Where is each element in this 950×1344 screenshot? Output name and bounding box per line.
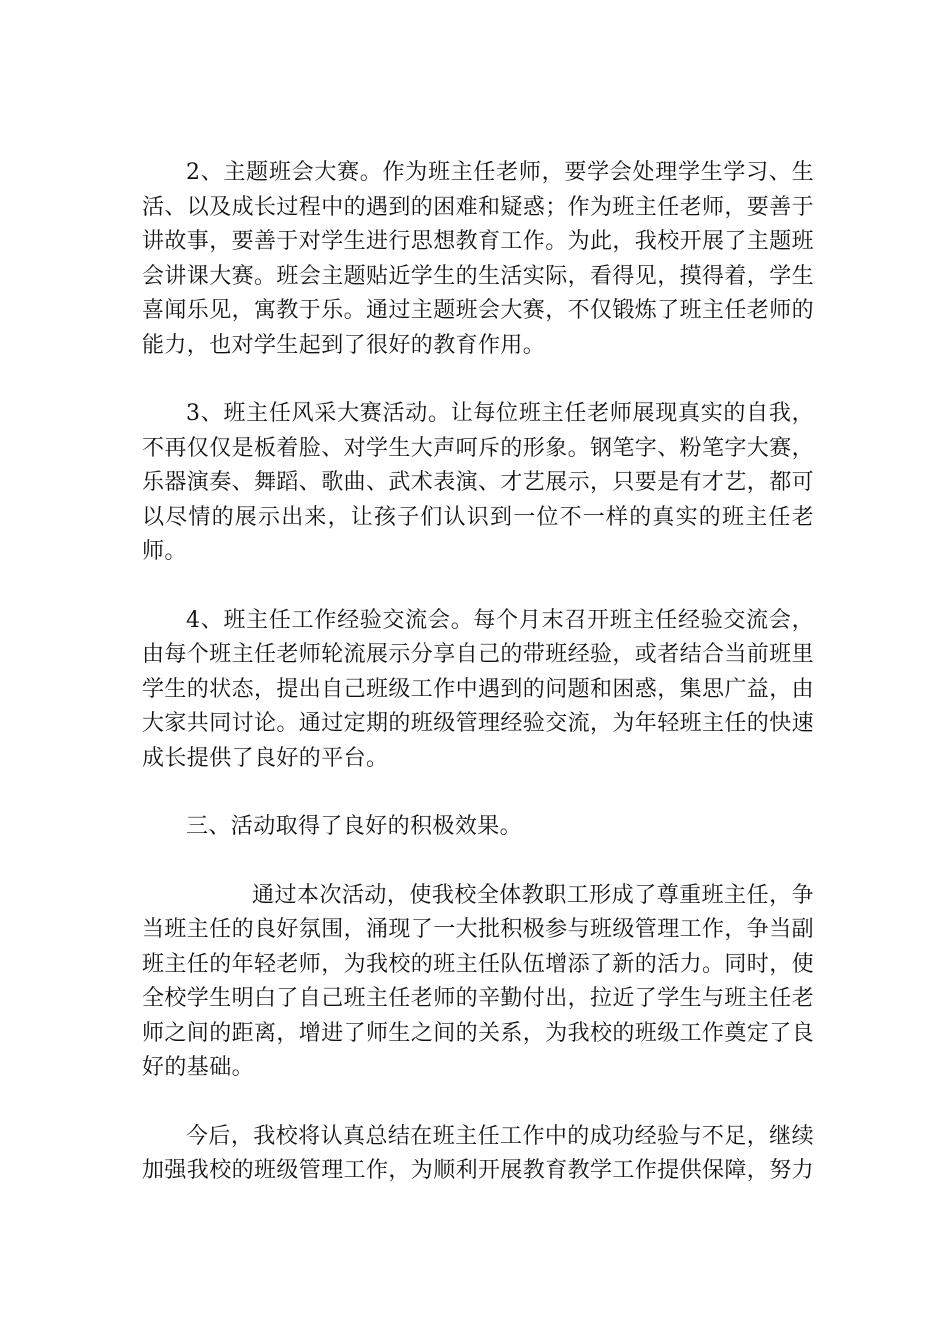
paragraph-gap — [142, 776, 814, 810]
paragraph-head-teacher-style-contest: 3、班主任风采大赛活动。让每位班主任老师展现真实的自我，不再仅仅是板着脸、对学生大声呵斥的形象。钢笔字、粉笔字大赛，乐器演奏、舞蹈、歌曲、武术表演、才艺展示，只要是有才艺，都可以尽情的展示出来，让孩子们认识到一位不一样的真实的班主任老师。 — [142, 401, 815, 564]
paragraph-gap — [142, 1086, 814, 1120]
section-heading-results: 三、活动取得了良好的积极效果。 — [186, 814, 523, 839]
paragraph-activity-results: 通过本次活动，使我校全体教职工形成了尊重班主任，争当班主任的良好氛围，涌现了一大批积极参与班级管理工作，争当副班主任的年轻老师，为我校的班主任队伍增添了新的活力。同时，使全校学生明白了自己班主任老师的辛勤付出，拉近了学生与班主任老师之间的距离，增进了师生之间的关系，为我校的班级工作奠定了良好的基础。 — [142, 882, 815, 1080]
paragraph-gap — [142, 570, 814, 604]
paragraph-future-plans: 今后，我校将认真总结在班主任工作中的成功经验与不足，继续加强我校的班级管理工作，为顺利开展教育教学工作提供保障，努力 — [142, 1123, 815, 1183]
document-page — [142, 156, 814, 1189]
paragraph-gap — [142, 363, 814, 397]
paragraph-experience-exchange: 4、班主任工作经验交流会。每个月末召开班主任经验交流会，由每个班主任老师轮流展示分享自己的带班经验，或者结合当前班里学生的状态，提出自己班级工作中遇到的问题和困惑，集思广益，由大家共同讨论。通过定期的班级管理经验交流，为年轻班主任的快速成长提供了良好的平台。 — [142, 607, 815, 771]
paragraph-gap — [142, 845, 814, 879]
paragraph-theme-class-meeting-contest: 2、主题班会大赛。作为班主任老师，要学会处理学生学习、生活、以及成长过程中的遇到的困难和疑惑；作为班主任老师，要善于讲故事，要善于对学生进行思想教育工作。为此，我校开展了主题班会讲课大赛。班会主题贴近学生的生活实际，看得见，摸得着，学生喜闻乐见，寓教于乐。通过主题班会大赛，不仅锻炼了班主任老师的能力，也对学生起到了很好的教育作用。 — [142, 160, 815, 358]
